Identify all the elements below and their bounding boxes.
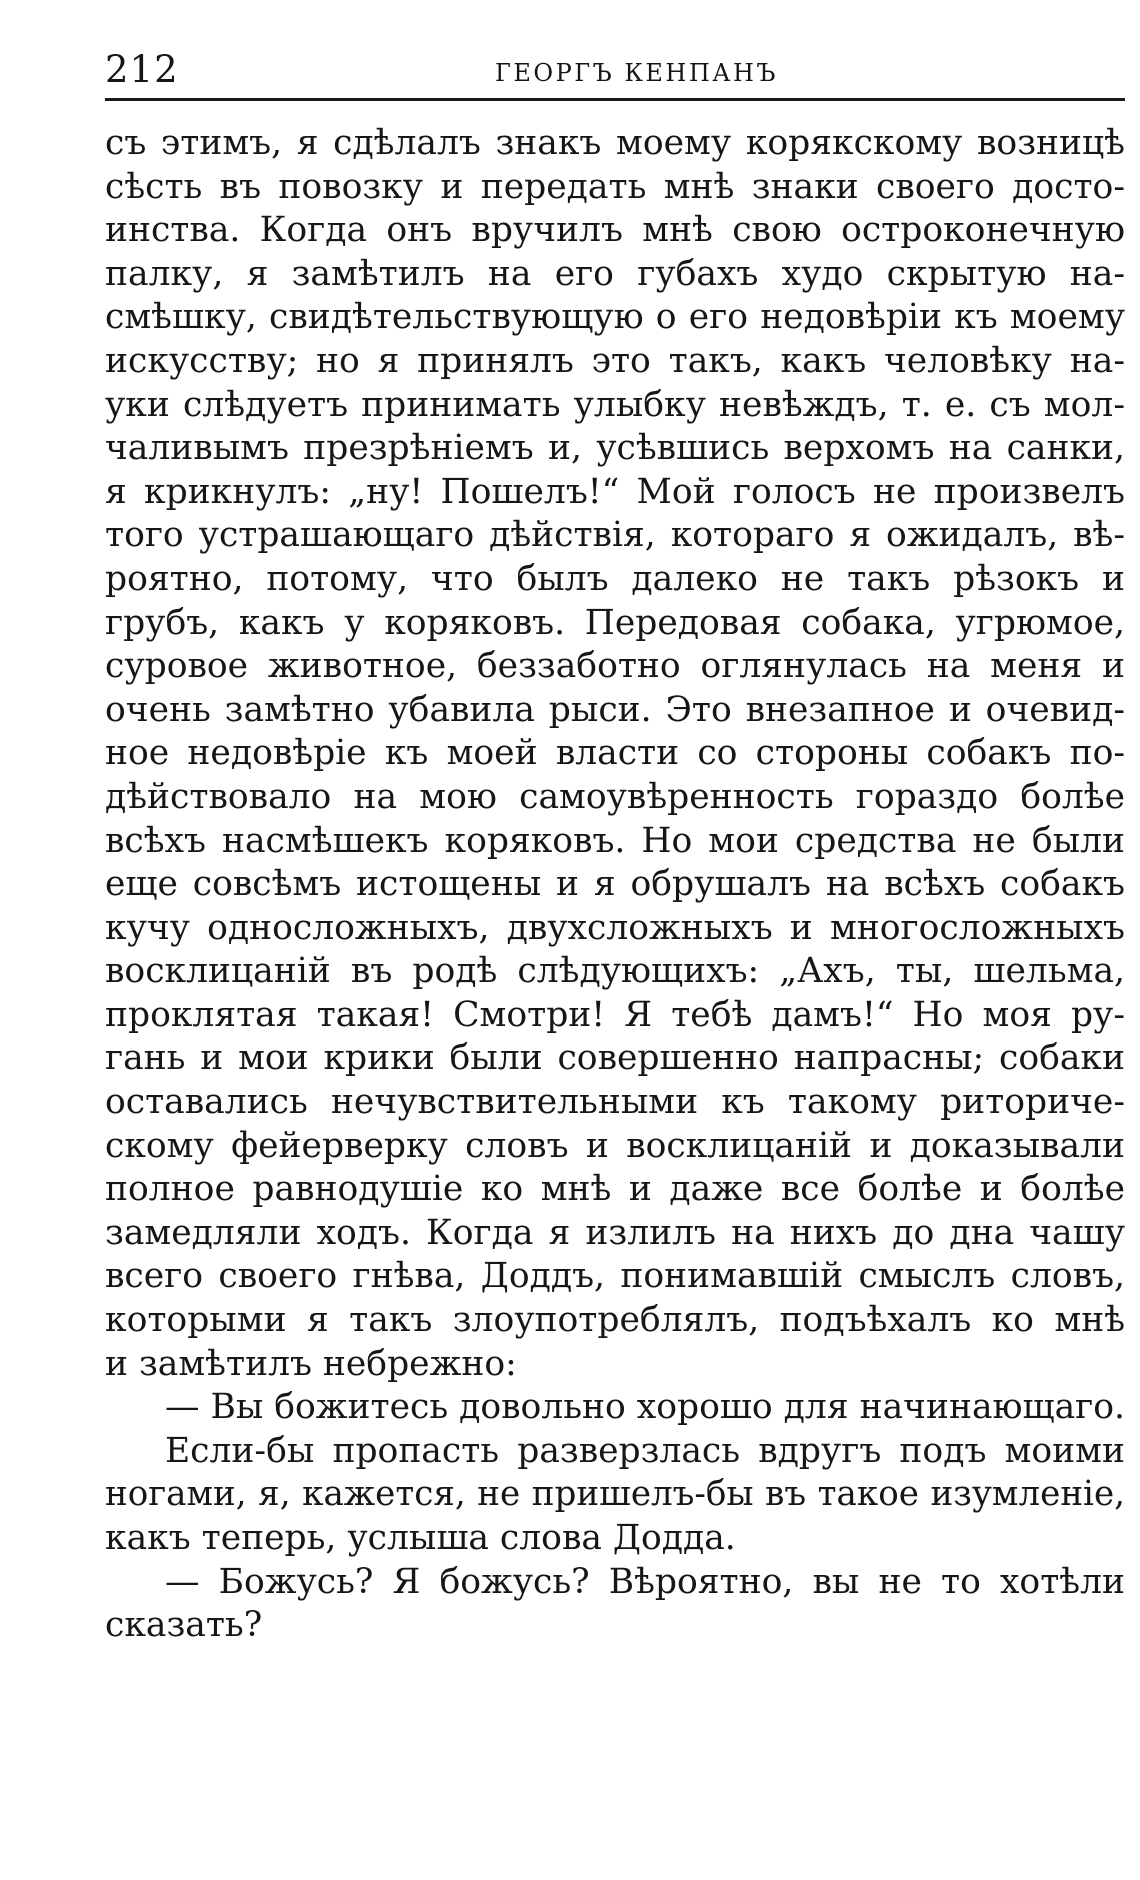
header-rule [105, 98, 1125, 101]
text-line: уки слѣдуетъ принимать улыбку невѣждъ, т. е. съ мол- [105, 384, 1125, 425]
text-line: грубъ, какъ у коряковъ. Передовая собака, угрюмое, [105, 602, 1125, 643]
text-line: гань и мои крики были совершенно напрасны; собаки [105, 1038, 1125, 1079]
text-line: Если-бы пропасть разверзлась вдругъ подъ моими [165, 1430, 1125, 1471]
text-line: искусству; но я принялъ это такъ, какъ человѣку на- [105, 340, 1125, 381]
page-number: 212 [105, 48, 179, 91]
text-line: суровое животное, беззаботно оглянулась на меня и [105, 646, 1125, 687]
text-line: чаливымъ презрѣніемъ и, усѣвшись верхомъ на санки, [105, 428, 1125, 469]
text-line: очень замѣтно убавила рыси. Это внезапное и очевид- [105, 689, 1125, 730]
text-line: какъ теперь, услыша слова Додда. [105, 1518, 736, 1558]
text-line: — Божусь? Я божусь? Вѣроятно, вы не то хотѣли [165, 1561, 1125, 1602]
text-line: проклятая такая! Смотри! Я тебѣ дамъ!“ Но моя ру- [105, 994, 1125, 1035]
text-line: оставались нечувствительными къ такому риториче- [105, 1082, 1125, 1123]
text-line: скому фейерверку словъ и восклицаній и доказывали [105, 1125, 1125, 1166]
text-line: роятно, потому, что былъ далеко не такъ рѣзокъ и [105, 558, 1125, 599]
text-line: сѣсть въ повозку и передать мнѣ знаки своего досто- [105, 166, 1125, 207]
text-line: съ этимъ, я сдѣлалъ знакъ моему корякскому возницѣ [105, 123, 1125, 163]
text-line: восклицаній въ родѣ слѣдующихъ: „Ахъ, ты, шельма, [105, 951, 1125, 992]
text-line: палку, я замѣтилъ на его губахъ худо скрытую на- [105, 253, 1125, 294]
text-line: смѣшку, свидѣтельствующую о его недовѣріи къ моему [105, 297, 1125, 338]
text-line: еще совсѣмъ истощены и я обрушалъ на всѣхъ собакъ [105, 864, 1125, 905]
text-line: замедляли ходъ. Когда я излилъ на нихъ до дна чашу [105, 1212, 1125, 1253]
text-line: всѣхъ насмѣшекъ коряковъ. Но мои средства не были [105, 820, 1125, 861]
text-line: дѣйствовало на мою самоувѣренность гораздо болѣе [105, 776, 1125, 817]
text-line: кучу односложныхъ, двухсложныхъ и многосложныхъ [105, 907, 1125, 948]
text-line: и замѣтилъ небрежно: [105, 1343, 517, 1384]
text-line: ное недовѣріе къ моей власти со стороны собакъ по- [105, 733, 1125, 774]
text-line: сказать? [105, 1605, 263, 1646]
text-line: инства. Когда онъ вручилъ мнѣ свою остроконечную [105, 210, 1125, 251]
text-line: — Вы божитесь довольно хорошо для начинающаго. [165, 1387, 1125, 1428]
text-line: того устрашающаго дѣйствія, котораго я ожидалъ, вѣ- [105, 515, 1125, 556]
text-line: которыми я такъ злоупотреблялъ, подъѣхалъ ко мнѣ [105, 1300, 1125, 1341]
text-line: всего своего гнѣва, Доддъ, понимавшій смыслъ словъ, [105, 1256, 1125, 1297]
text-line: полное равнодушіе ко мнѣ и даже все болѣе и болѣе [105, 1169, 1125, 1210]
body-text [105, 122, 1125, 1648]
running-title: ГЕОРГЪ КЕНПАНЪ [495, 59, 778, 87]
text-line: я крикнулъ: „ну! Пошелъ!“ Мой голосъ не произвелъ [105, 471, 1125, 512]
page-header [105, 42, 1125, 98]
text-line: ногами, я, кажется, не пришелъ-бы въ такое изумленіе, [105, 1474, 1125, 1515]
